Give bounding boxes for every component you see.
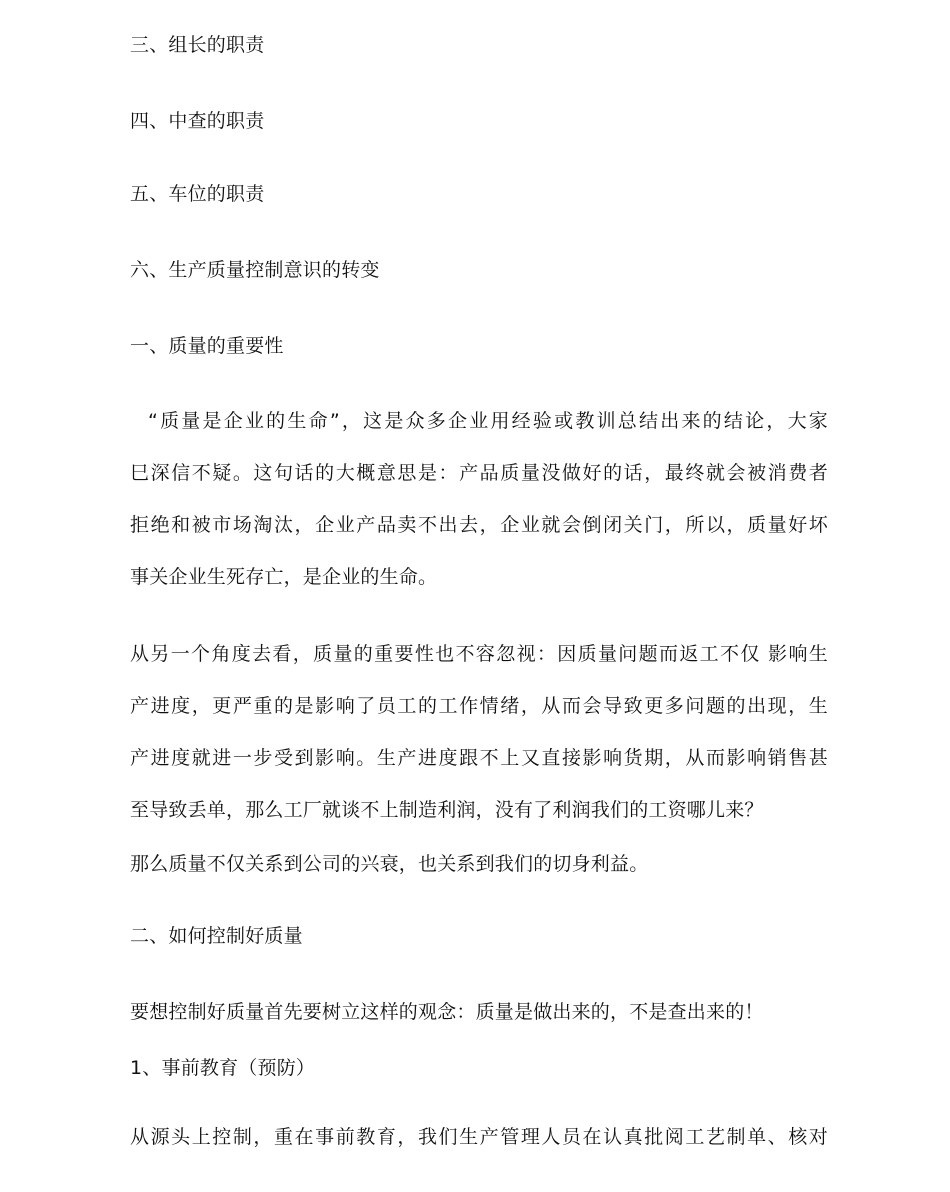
paragraph-line: 要想控制好质量首先要树立这样的观念：质量是做出来的，不是查出来的！	[130, 1001, 764, 1023]
paragraph-line: 巳深信不疑。这句话的大概意思是：产品质量没做好的话，最终就会被消费者	[130, 462, 828, 484]
outline-item-5: 五、车位的职责	[130, 183, 265, 205]
section-heading-quality-importance: 一、质量的重要性	[130, 335, 284, 357]
section-heading-quality-control: 二、如何控制好质量	[130, 925, 303, 947]
outline-item-3: 三、组长的职责	[130, 34, 265, 56]
paragraph-line: 事关企业生死存亡，是企业的生命。	[130, 566, 438, 588]
paragraph-line: “质量是企业的生命”，这是众多企业用经验或教训总结出来的结论，大家	[148, 410, 828, 432]
outline-item-6: 六、生产质量控制意识的转变	[130, 259, 380, 281]
paragraph-line: 从另一个角度去看，质量的重要性也不容忽视：因质量问题而返工不仅 影响生	[130, 643, 828, 665]
paragraph-line: 拒绝和被市场淘汰，企业产品卖不出去，企业就会倒闭关门，所以，质量好坏	[130, 514, 828, 536]
subheading-prevention: 1、事前教育（预防）	[130, 1057, 316, 1079]
paragraph-line: 产进度就进一步受到影响。生产进度跟不上又直接影响货期，从而影响销售甚	[130, 747, 828, 769]
paragraph-line: 从源头上控制，重在事前教育，我们生产管理人员在认真批阅工艺制单、核对	[130, 1126, 828, 1148]
paragraph-line: 至导致丢单，那么工厂就谈不上制造利润，没有了利润我们的工资哪儿来？	[130, 799, 764, 821]
paragraph-line: 那么质量不仅关系到公司的兴衰，也关系到我们的切身利益。	[130, 853, 649, 875]
outline-item-4: 四、中查的职责	[130, 110, 265, 132]
paragraph-line: 产进度，更严重的是影响了员工的工作情绪，从而会导致更多问题的出现，生	[130, 695, 828, 717]
